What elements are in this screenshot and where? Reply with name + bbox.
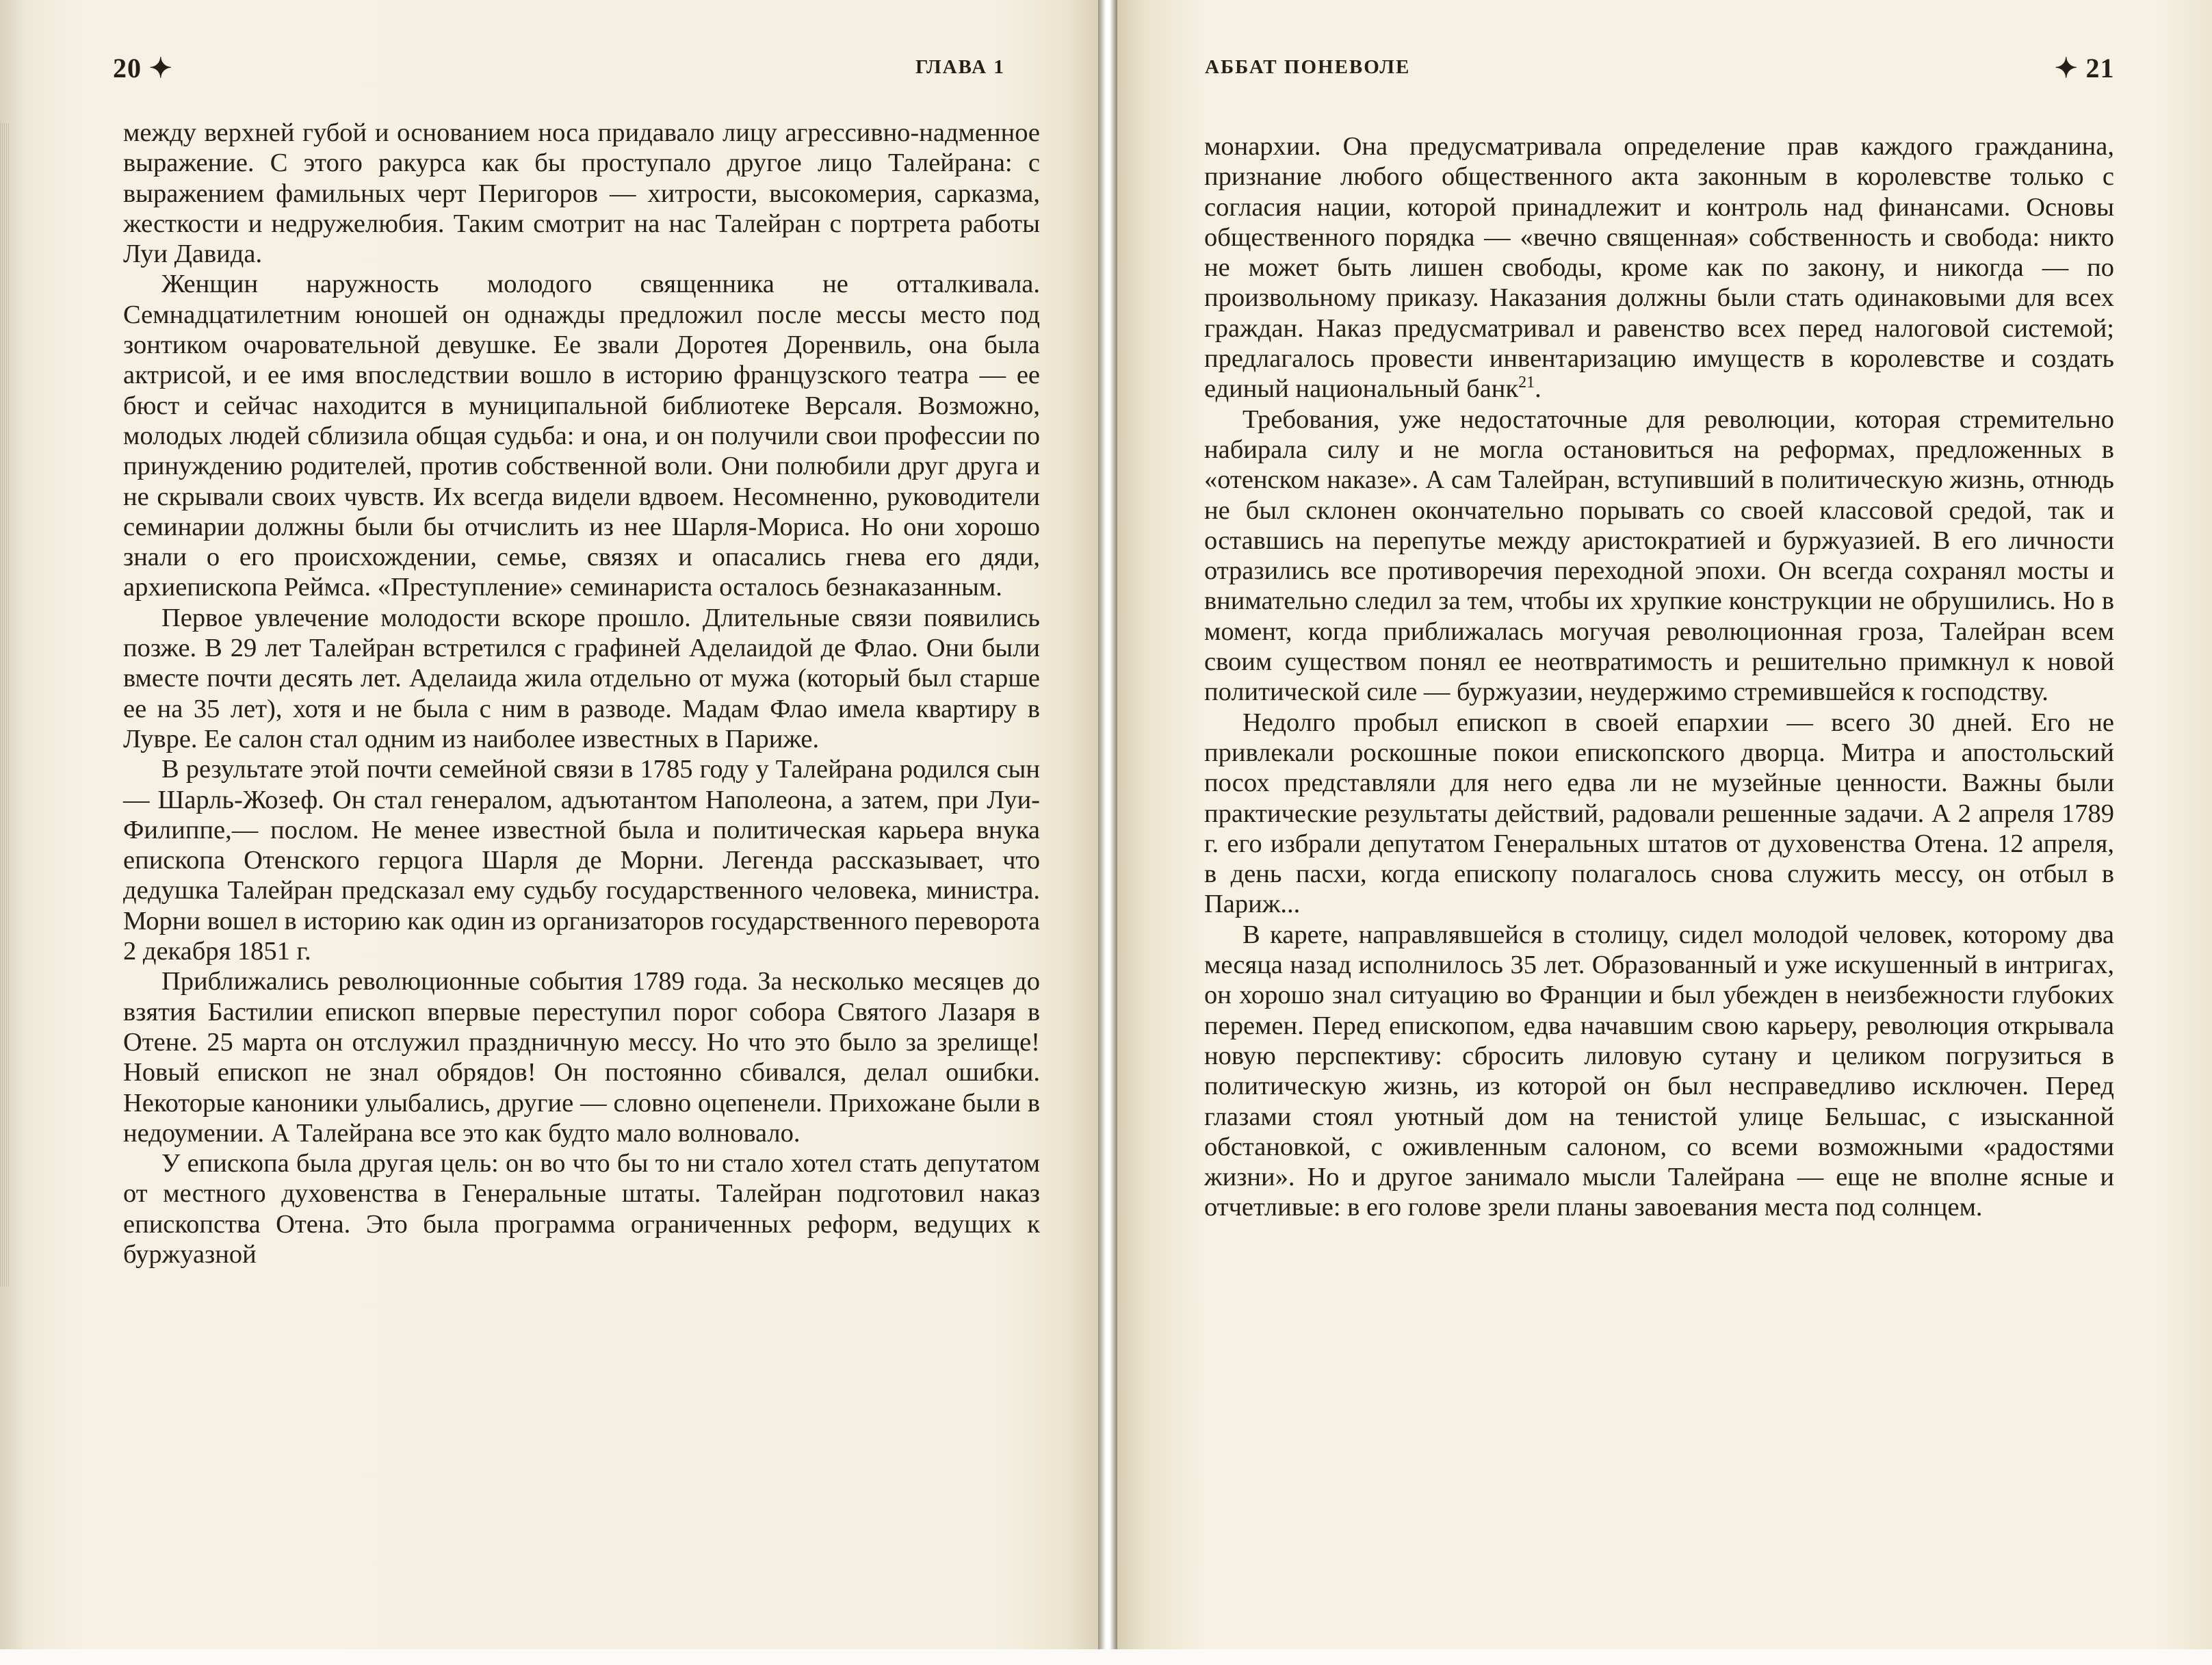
page-number-right: ✦ 21 [2055, 53, 2115, 83]
paragraph: Первое увлечение молодости вскоре прошло. Длительные связи появились позже. В 29 лет Талейран встретился с графиней Аделаидой де Флао. Они были вместе почти десять лет. Аделаида жила отдельно от мужа (который был старше ее на 35 лет), хотя и не была с ним в разводе. Мадам Флао имела квартиру в Лувре. Ее салон стал одним из наиболее известных в Париже. [123, 603, 1040, 753]
scan-bottom-edge [0, 1649, 2212, 1665]
running-head-right: АББАТ ПОНЕВОЛЕ [1205, 56, 1411, 78]
right-page-text [1204, 131, 2114, 1223]
paragraph: Недолго пробыл епископ в своей епархии — всего 30 дней. Его не привлекали роскошные покои епископского дворца. Митра и апостольский посох представляли для него едва ли не музейные ценности. Важны были практические результаты действий, радовали решенные задачи. А 2 апреля 1789 г. его избрали депутатом Генеральных штатов от духовенства Отена. 12 апреля, в день пасхи, когда епископу полагалось снова служить мессу, он отбыл в Париж... [1204, 708, 2114, 919]
running-head-left: ГЛАВА 1 [915, 56, 1005, 78]
page-edge-shading [0, 123, 10, 1287]
left-page-text [123, 118, 1040, 1269]
paragraph: Женщин наружность молодого священника не отталкивала. Семнадцатилетним юношей он однажды предложил после мессы место под зонтиком очаровательной девушке. Ее звали Доротея Доренвиль, она была актрисой, и ее имя впоследствии вошло в историю французского театра — ее бюст и сейчас находится в муниципальной библиотеке Версаля. Возможно, молодых людей сблизила общая судьба: и она, и он получили свои профессии по принуждению родителей, против собственной воли. Они полюбили друг друга и не скрывали своих чувств. Их всегда видели вдвоем. Несомненно, руководители семинарии должны были бы отчислить из нее Шарля-Мориса. Но они хорошо знали о его происхождении, семье, связях и опасались гнева его дяди, архиепископа Реймса. «Преступление» семинариста осталось безнаказанным. [123, 270, 1040, 602]
paragraph: В результате этой почти семейной связи в 1785 году у Талейрана родился сын — Шарль-Жозеф. Он стал генералом, адъютантом Наполеона, а затем, при Луи-Филиппе,— послом. Не менее известной была и политическая карьера внука епископа Отенского герцога Шарля де Морни. Легенда рассказывает, что дедушка Талейран предсказал ему судьбу государственного человека, министра. Морни вошел в историю как один из организаторов государственного переворота 2 декабря 1851 г. [123, 755, 1040, 966]
book-gutter [1098, 0, 1117, 1665]
paragraph: В карете, направлявшейся в столицу, сидел молодой человек, которому два месяца назад исполнилось 35 лет. Образованный и уже искушенный в интригах, он хорошо знал ситуацию во Франции и был убежден в неизбежности глубоких перемен. Перед епископом, едва начавшим свою карьеру, революция открывала новую перспективу: сбросить лиловую сутану и целиком погрузиться в политическую жизнь, из которой он был несправедливо исключен. Перед глазами стоял уютный дом на тенистой улице Бельшас, с изысканной обстановкой, с оживленным салоном, со всеми возможными «радостями жизни». Но и другое занимало мысли Талейрана — еще не вполне ясные и отчетливые: в его голове зрели планы завоевания места под солнцем. [1204, 920, 2114, 1222]
paragraph: Приближались революционные события 1789 года. За несколько месяцев до взятия Бастилии епископ впервые переступил порог собора Святого Лазаря в Отене. 25 марта он отслужил праздничную мессу. Но что это было за зрелище! Новый епископ не знал обрядов! Он постоянно сбивался, делал ошибки. Некоторые каноники улыбались, другие — словно оцепенели. Прихожане были в недоумении. А Талейрана все это как будто мало волновало. [123, 967, 1040, 1148]
paragraph: между верхней губой и основанием носа придавало лицу агрессивно-надменное выражение. С этого ракурса как бы проступало другое лицо Талейрана: с выражением фамильных черт Перигоров — хитрости, высокомерия, сарказма, жесткости и недружелюбия. Таким смотрит на нас Талейран с портрета работы Луи Давида. [123, 118, 1040, 269]
paragraph: Требования, уже недостаточные для революции, которая стремительно набирала силу и не могла остановиться на реформах, предложенных в «отенском наказе». А сам Талейран, вступивший в политическую жизнь, отнюдь не был склонен окончательно порывать со своей классовой средой, так и оставшись на перепутье между аристократией и буржуазией. В его личности отразились все противоречия переходной эпохи. Он всегда сохранял мосты и внимательно следил за тем, чтобы их хрупкие конструкции не обрушились. Но в момент, когда приближалась могучая революционная гроза, Талейран всем своим существом понял ее неотвратимость и решительно примкнул к новой политической силе — буржуазии, неудержимо стремившейся к господству. [1204, 404, 2114, 707]
page-number-left: 20 ✦ [113, 53, 173, 83]
paragraph [1204, 131, 2114, 404]
paragraph: У епископа была другая цель: он во что бы то ни стало хотел стать депутатом от местного духовенства в Генеральные штаты. Талейран подготовил наказ епископства Отена. Это была программа ограниченных реформ, ведущих к буржуазной [123, 1149, 1040, 1269]
paragraph-end: . [1535, 374, 1541, 404]
footnote-marker: 21 [1518, 374, 1535, 392]
left-page [0, 0, 1098, 1649]
paragraph-text: монархии. Она предусматривала определение прав каждого гражданина, признание любого общественного акта законным в королевстве только с согласия нации, которой принадлежит и контроль над финансами. Основы общественного порядка — «вечно священная» собственность и свобода: никто не может быть лишен свободы, кроме как по закону, и никогда — по произвольному приказу. Наказания должны были стать одинаковыми для всех граждан. Наказ предусматривал и равенство всех перед налоговой системой; предлагалось провести инвентаризацию имуществ в королевстве и создать единый национальный банк [1204, 132, 2114, 404]
